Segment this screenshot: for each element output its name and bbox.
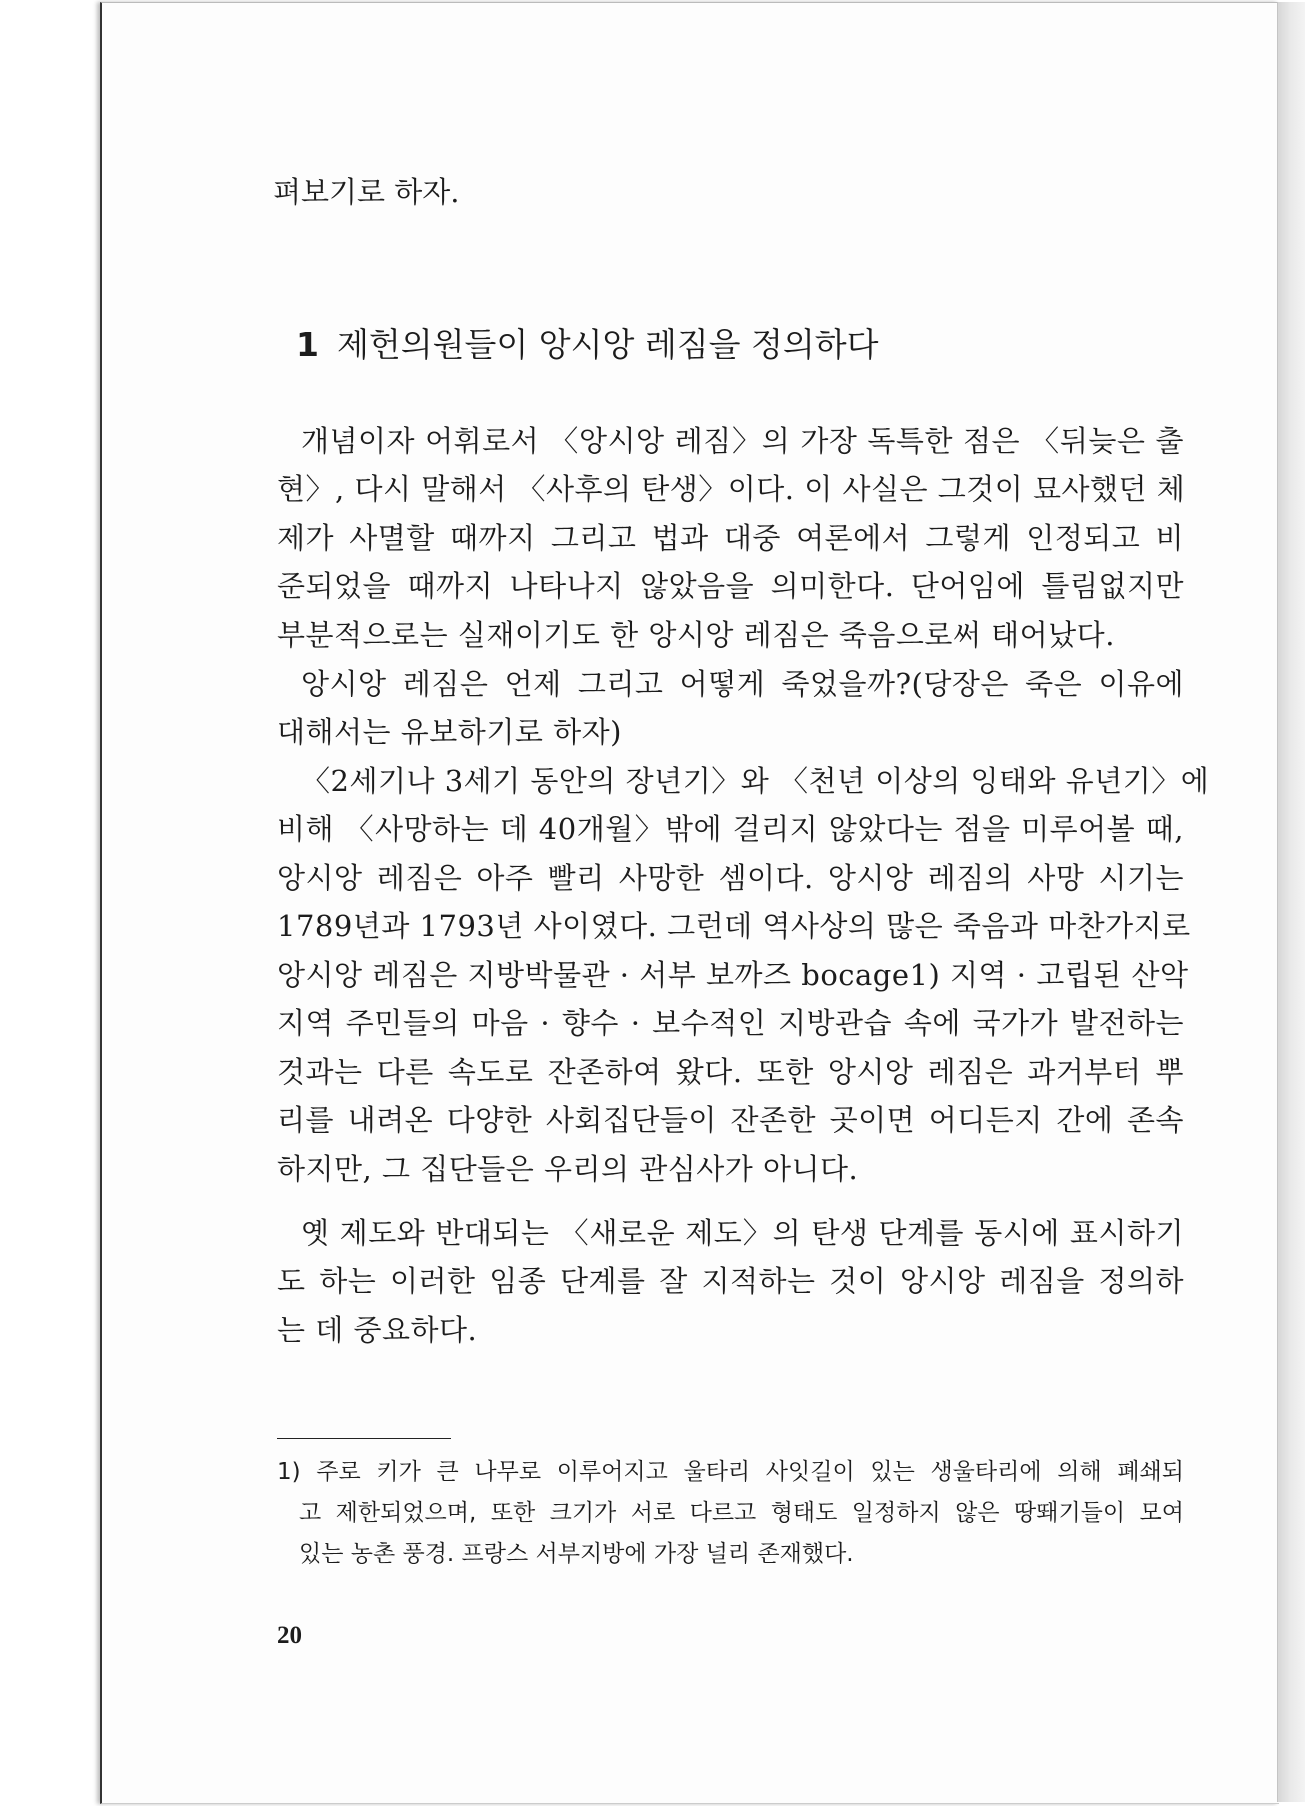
body-line: 옛 제도와 반대되는 〈새로운 제도〉의 탄생 단계를 동시에 표시하기 xyxy=(301,1216,1184,1250)
footnote-line: 1) 주로 키가 큰 나무로 이루어지고 울타리 사잇길이 있는 생울타리에 의해 폐쇄되 xyxy=(277,1459,1184,1485)
section-heading xyxy=(296,324,879,366)
footnote-line: 있는 농촌 풍경. 프랑스 서부지방에 가장 널리 존재했다. xyxy=(299,1541,854,1567)
body-line: 준되었을 때까지 나타나지 않았음을 의미한다. 단어임에 틀림없지만 xyxy=(277,569,1184,603)
body-line: 비해 〈사망하는 데 40개월〉밖에 걸리지 않았다는 점을 미루어볼 때, xyxy=(277,812,1184,846)
body-line: 제가 사멸할 때까지 그리고 법과 대중 여론에서 그렇게 인정되고 비 xyxy=(277,521,1184,555)
body-line: 현〉, 다시 말해서 〈사후의 탄생〉이다. 이 사실은 그것이 묘사했던 체 xyxy=(277,472,1186,506)
body-line: 개념이자 어휘로서 〈앙시앙 레짐〉의 가장 독특한 점은 〈뒤늦은 출 xyxy=(301,424,1184,458)
body-line: 하지만, 그 집단들은 우리의 관심사가 아니다. xyxy=(277,1152,859,1186)
footnote-divider xyxy=(277,1438,451,1439)
body-line: 부분적으로는 실재이기도 한 앙시앙 레짐은 죽음으로써 태어났다. xyxy=(277,618,1115,652)
body-line: 앙시앙 레짐은 언제 그리고 어떻게 죽었을까?(당장은 죽은 이유에 xyxy=(301,667,1184,701)
body-line: 앙시앙 레짐은 아주 빨리 사망한 셈이다. 앙시앙 레짐의 사망 시기는 xyxy=(277,861,1184,895)
continued-text-line: 펴보기로 하자. xyxy=(273,175,460,209)
body-line: 리를 내려온 다양한 사회집단들이 잔존한 곳이면 어디든지 간에 존속 xyxy=(277,1103,1184,1137)
page-number: 20 xyxy=(277,1622,302,1649)
body-line: 대해서는 유보하기로 하자) xyxy=(277,715,622,749)
body-line: 지역 주민들의 마음 · 향수 · 보수적인 지방관습 속에 국가가 발전하는 xyxy=(277,1006,1184,1040)
section-number: 1 xyxy=(296,325,319,364)
body-line: 앙시앙 레짐은 지방박물관 · 서부 보까즈 bocage1) 지역 · 고립된 산악 xyxy=(277,958,1189,992)
body-line: 도 하는 이러한 임종 단계를 잘 지적하는 것이 앙시앙 레짐을 정의하 xyxy=(277,1264,1184,1298)
body-line: 는 데 중요하다. xyxy=(277,1313,478,1347)
body-line: 1789년과 1793년 사이였다. 그런데 역사상의 많은 죽음과 마찬가지로 xyxy=(277,909,1191,943)
body-line: 〈2세기나 3세기 동안의 장년기〉와 〈천년 이상의 잉태와 유년기〉에 xyxy=(301,764,1210,798)
page-stack-edge xyxy=(1277,2,1305,1802)
book-page xyxy=(100,2,1279,1804)
section-title: 제헌의원들이 앙시앙 레짐을 정의하다 xyxy=(336,325,879,364)
body-line: 것과는 다른 속도로 잔존하여 왔다. 또한 앙시앙 레짐은 과거부터 뿌 xyxy=(277,1055,1184,1089)
footnote-line: 고 제한되었으며, 또한 크기가 서로 다르고 형태도 일정하지 않은 땅뙈기들이 모여 xyxy=(299,1500,1184,1526)
